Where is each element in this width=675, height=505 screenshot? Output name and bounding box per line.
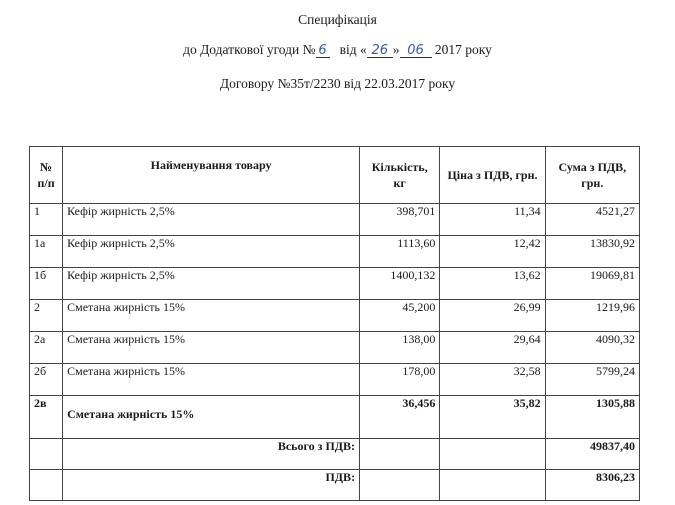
empty-cell [440,470,545,501]
sum: 5799,24 [545,364,639,396]
quantity: 178,00 [360,364,440,396]
col-name-header: Найменування товару [63,147,360,204]
table-row [30,236,640,268]
table-row [30,396,640,439]
empty-cell [30,470,63,501]
agreement-line [0,42,675,58]
price: 11,34 [440,204,545,236]
quantity: 45,200 [360,300,440,332]
specification-table [29,146,640,501]
agreement-prefix: до Додаткової угоди № [183,42,316,57]
empty-cell [360,439,440,470]
sum: 13830,92 [545,236,639,268]
date-year: 2017 року [434,42,492,57]
quantity: 398,701 [360,204,440,236]
empty-cell [360,470,440,501]
total-value: 49837,40 [545,439,639,470]
table-row [30,268,640,300]
row-number: 1а [30,236,63,268]
quantity: 1400,132 [360,268,440,300]
total-row [30,439,640,470]
price: 12,42 [440,236,545,268]
price: 32,58 [440,364,545,396]
sum: 4090,32 [545,332,639,364]
row-number: 2а [30,332,63,364]
empty-cell [440,439,545,470]
vat-value: 8306,23 [545,470,639,501]
quantity: 138,00 [360,332,440,364]
total-label: Всього з ПДВ: [63,439,360,470]
quantity: 36,456 [360,396,440,439]
row-number: 1б [30,268,63,300]
price: 35,82 [440,396,545,439]
col-number-header: № п/п [30,147,63,204]
row-number: 2в [30,396,63,439]
table-header-row [30,147,640,204]
col-sum-header: Сума з ПДВ, грн. [545,147,639,204]
price: 29,64 [440,332,545,364]
product-name: Сметана жирність 15% [63,396,360,439]
table-row [30,332,640,364]
empty-cell [30,439,63,470]
product-name: Кефір жирність 2,5% [63,204,360,236]
price: 13,62 [440,268,545,300]
row-number: 2б [30,364,63,396]
sum: 1305,88 [545,396,639,439]
col-price-header: Ціна з ПДВ, грн. [440,147,545,204]
sum: 4521,27 [545,204,639,236]
table-row [30,364,640,396]
date-day: 26 [371,43,389,58]
product-name: Сметана жирність 15% [63,300,360,332]
col-quantity-header: Кількість, кг [360,147,440,204]
quantity: 1113,60 [360,236,440,268]
date-month: 06 [407,43,424,58]
sum: 1219,96 [545,300,639,332]
contract-line: Договору №35т/2230 від 22.03.2017 року [219,76,456,91]
row-number: 2 [30,300,63,332]
product-name: Сметана жирність 15% [63,364,360,396]
row-number: 1 [30,204,63,236]
vat-row [30,470,640,501]
table-row [30,204,640,236]
date-mid: » [392,42,400,57]
product-name: Кефір жирність 2,5% [63,268,360,300]
document-title: Специфікація [298,12,377,27]
vat-label: ПДВ: [63,470,360,501]
product-name: Сметана жирність 15% [63,332,360,364]
price: 26,99 [440,300,545,332]
date-prefix: від « [339,42,367,57]
product-name: Кефір жирність 2,5% [63,236,360,268]
sum: 19069,81 [545,268,639,300]
table-row [30,300,640,332]
agreement-number: 6 [318,43,327,58]
